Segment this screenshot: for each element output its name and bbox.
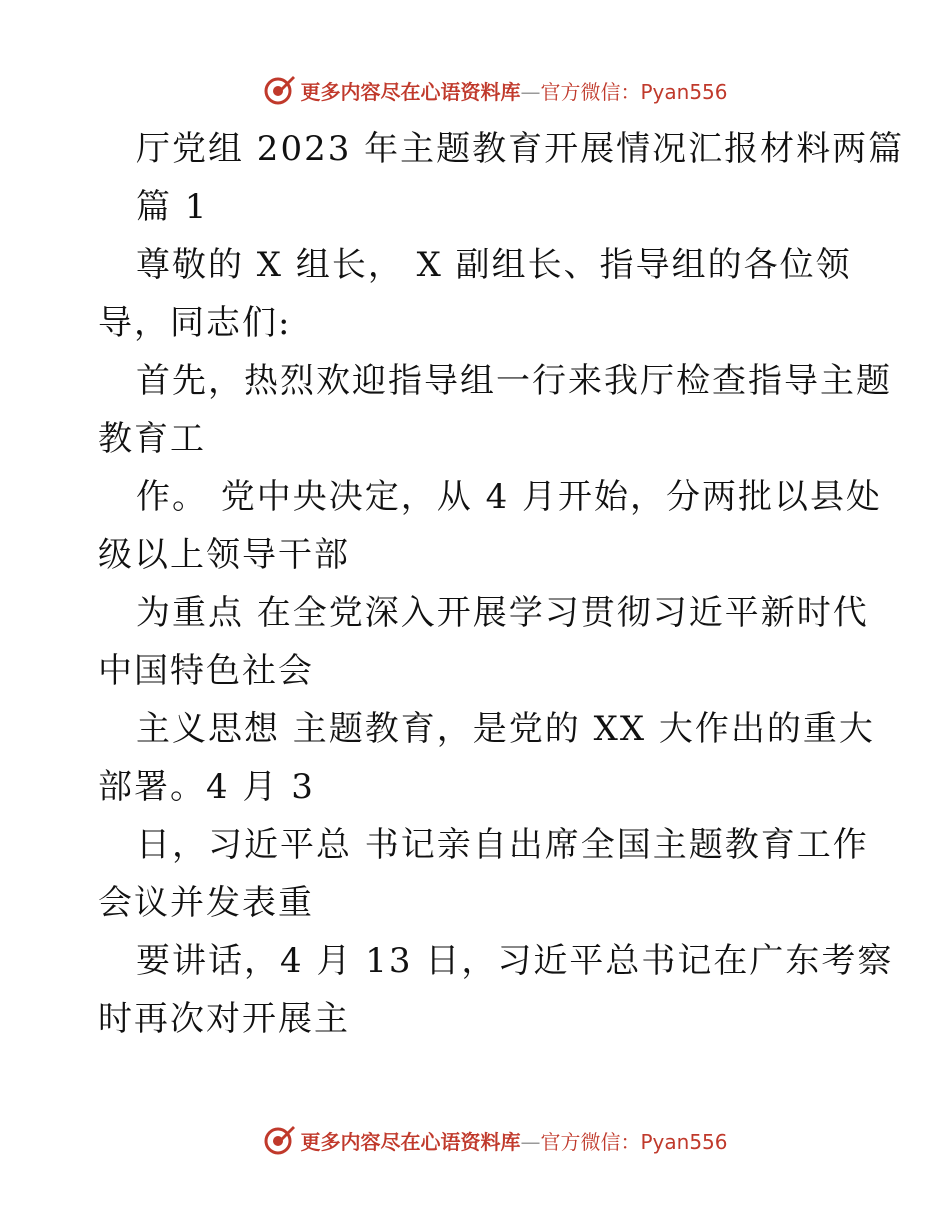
footer-wechat-id: Pyan556: [640, 1129, 728, 1154]
text-line: 尊敬的 X 组长， X 副组长、指导组的各位领: [136, 245, 852, 285]
header-wechat-label: 官方微信：: [540, 79, 641, 104]
text-line: 要讲话，4 月 13 日，习近平总书记在广东考察: [136, 941, 894, 981]
text-line: 会议并发表重: [98, 883, 314, 923]
text-line: 首先，热烈欢迎指导组一行来我厅检查指导主题: [136, 361, 892, 401]
text-line: 中国特色社会: [98, 651, 314, 691]
footer-banner-text: [300, 1126, 727, 1155]
text-line: 主义思想 主题教育，是党的 XX 大作出的重大: [136, 709, 875, 749]
header-banner: [0, 70, 950, 110]
text-line: 厅党组 2023 年主题教育开展情况汇报材料两篇: [136, 129, 905, 169]
text-line: 级以上领导干部: [98, 535, 350, 575]
footer-site-text: 更多内容尽在心语资料库: [300, 1129, 521, 1154]
footer-wechat-label: 官方微信：: [540, 1129, 641, 1154]
header-wechat-id: Pyan556: [640, 79, 728, 104]
header-banner-content: [262, 73, 727, 107]
text-line: 时再次对开展主: [98, 999, 350, 1039]
text-line: 导，同志们:: [98, 303, 292, 343]
header-banner-text: [300, 76, 727, 105]
text-line: 教育工: [98, 419, 206, 459]
document-body: [98, 120, 905, 1048]
text-line: 日，习近平总 书记亲自出席全国主题教育工作: [136, 825, 869, 865]
text-line: 为重点 在全党深入开展学习贯彻习近平新时代: [136, 593, 869, 633]
text-line: 作。 党中央决定，从 4 月开始，分两批以县处: [136, 477, 883, 517]
text-line: 篇 1: [136, 187, 209, 227]
header-dash: —: [520, 79, 541, 104]
header-site-text: 更多内容尽在心语资料库: [300, 79, 521, 104]
text-line: 部署。4 月 3: [98, 767, 315, 807]
pen-logo-icon: [262, 73, 296, 107]
footer-banner-content: [262, 1123, 727, 1157]
footer-dash: —: [520, 1129, 541, 1154]
pen-logo-icon: [262, 1123, 296, 1157]
footer-banner: [0, 1120, 950, 1160]
